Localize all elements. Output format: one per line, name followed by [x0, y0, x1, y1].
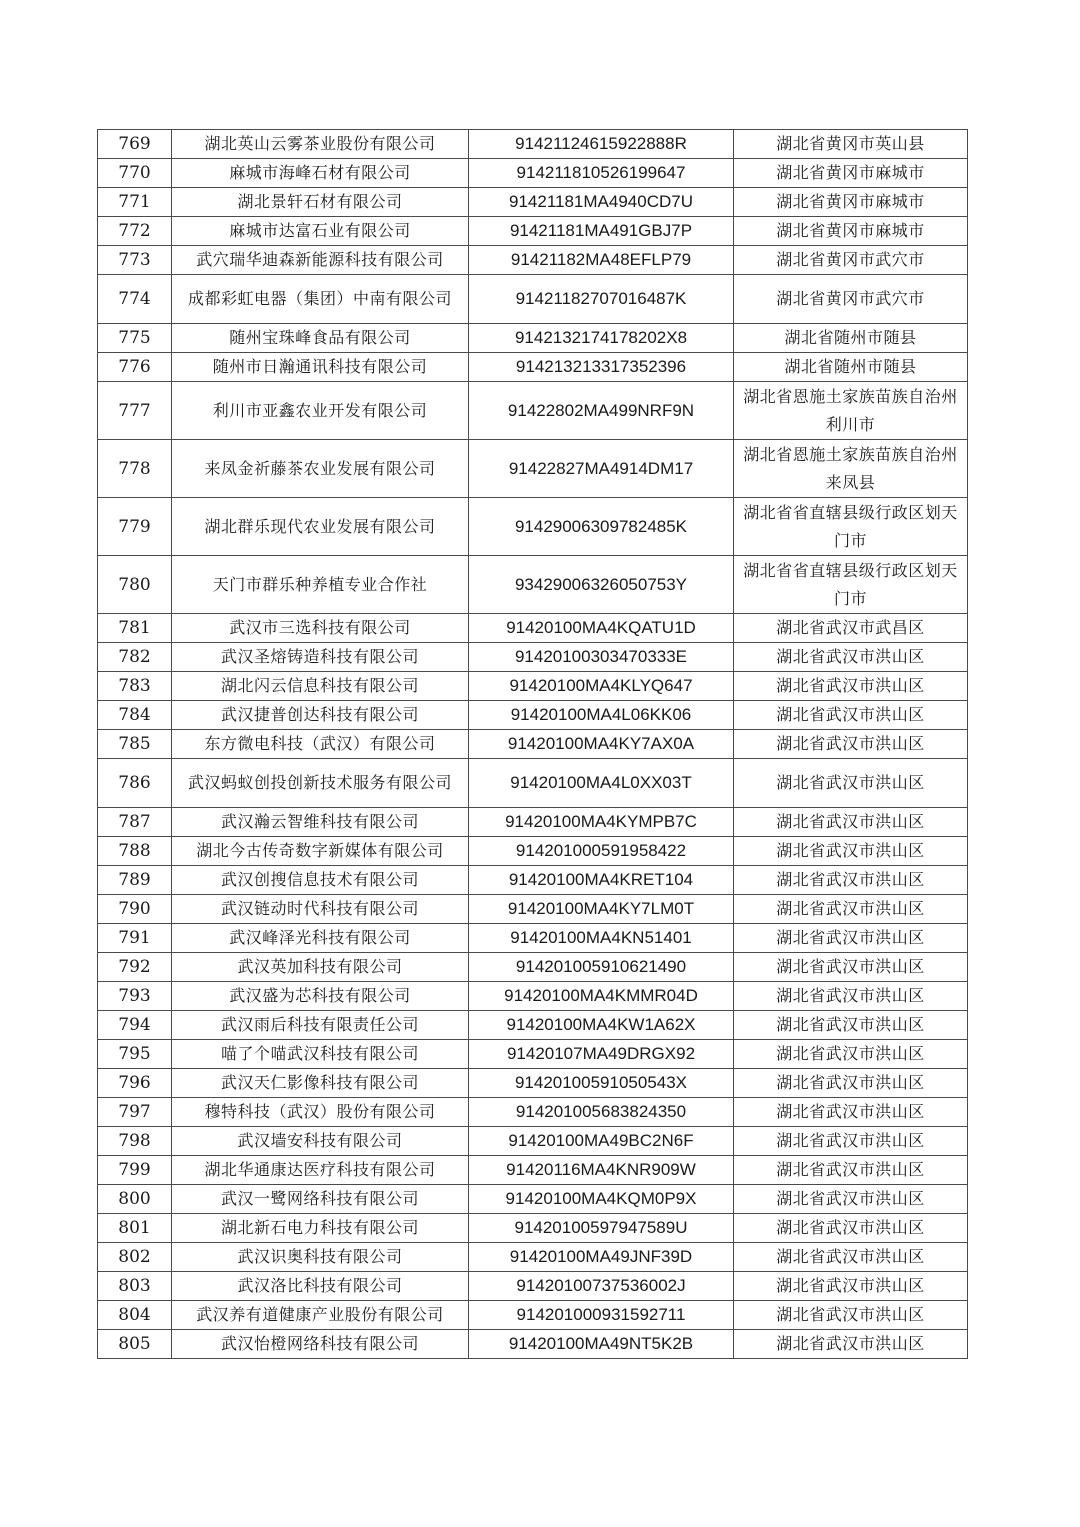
credit-code: 91420116MA4KNR909W	[469, 1156, 734, 1185]
table-row	[98, 701, 968, 730]
row-number: 770	[98, 159, 172, 188]
company-name: 武汉怡橙网络科技有限公司	[172, 1330, 469, 1359]
credit-code: 91420100737536002J	[469, 1272, 734, 1301]
row-number: 771	[98, 188, 172, 217]
row-number: 800	[98, 1185, 172, 1214]
credit-code: 91420100MA4KMMR04D	[469, 982, 734, 1011]
region: 湖北省武汉市洪山区	[734, 1330, 968, 1359]
table-row	[98, 1185, 968, 1214]
company-name: 武汉一鹭网络科技有限公司	[172, 1185, 469, 1214]
credit-code: 91421181MA491GBJ7P	[469, 217, 734, 246]
region: 湖北省随州市随县	[734, 324, 968, 353]
company-name: 武汉雨后科技有限责任公司	[172, 1011, 469, 1040]
row-number: 795	[98, 1040, 172, 1069]
region: 湖北省恩施土家族苗族自治州利川市	[734, 382, 968, 440]
credit-code: 91420100MA4KLYQ647	[469, 672, 734, 701]
table-row	[98, 498, 968, 556]
row-number: 805	[98, 1330, 172, 1359]
table-row	[98, 672, 968, 701]
row-number: 784	[98, 701, 172, 730]
company-name: 武汉墙安科技有限公司	[172, 1127, 469, 1156]
row-number: 788	[98, 837, 172, 866]
credit-code: 91420100597947589U	[469, 1214, 734, 1243]
row-number: 781	[98, 614, 172, 643]
company-name: 天门市群乐种养植专业合作社	[172, 556, 469, 614]
region: 湖北省武汉市洪山区	[734, 701, 968, 730]
credit-code: 914201005910621490	[469, 953, 734, 982]
credit-code: 91422827MA4914DM17	[469, 440, 734, 498]
row-number: 783	[98, 672, 172, 701]
credit-code: 91422802MA499NRF9N	[469, 382, 734, 440]
table-row	[98, 1272, 968, 1301]
company-name: 武汉市三选科技有限公司	[172, 614, 469, 643]
row-number: 779	[98, 498, 172, 556]
company-name: 利川市亚鑫农业开发有限公司	[172, 382, 469, 440]
company-name: 武穴瑞华迪森新能源科技有限公司	[172, 246, 469, 275]
region: 湖北省武汉市洪山区	[734, 866, 968, 895]
table-row	[98, 759, 968, 808]
row-number: 799	[98, 1156, 172, 1185]
row-number: 772	[98, 217, 172, 246]
company-name: 武汉养有道健康产业股份有限公司	[172, 1301, 469, 1330]
region: 湖北省武汉市洪山区	[734, 1098, 968, 1127]
credit-code: 91420100MA4KQM0P9X	[469, 1185, 734, 1214]
table-row	[98, 808, 968, 837]
company-name: 武汉捷普创达科技有限公司	[172, 701, 469, 730]
table-row	[98, 1127, 968, 1156]
row-number: 793	[98, 982, 172, 1011]
company-name: 武汉创搜信息技术有限公司	[172, 866, 469, 895]
credit-code: 91420100MA49BC2N6F	[469, 1127, 734, 1156]
table-row	[98, 246, 968, 275]
credit-code: 91420100MA49NT5K2B	[469, 1330, 734, 1359]
region: 湖北省武汉市洪山区	[734, 759, 968, 808]
region: 湖北省武汉市洪山区	[734, 672, 968, 701]
table-row	[98, 440, 968, 498]
company-name: 来凤金祈藤茶农业发展有限公司	[172, 440, 469, 498]
credit-code: 914201005683824350	[469, 1098, 734, 1127]
company-name: 湖北景轩石材有限公司	[172, 188, 469, 217]
row-number: 792	[98, 953, 172, 982]
company-name: 武汉英加科技有限公司	[172, 953, 469, 982]
credit-code: 91421182707016487K	[469, 275, 734, 324]
region: 湖北省武汉市洪山区	[734, 1185, 968, 1214]
table-row	[98, 982, 968, 1011]
region: 湖北省黄冈市武穴市	[734, 246, 968, 275]
table-row	[98, 159, 968, 188]
company-name: 东方微电科技（武汉）有限公司	[172, 730, 469, 759]
row-number: 777	[98, 382, 172, 440]
credit-code: 91429006309782485K	[469, 498, 734, 556]
credit-code: 91420100MA4L06KK06	[469, 701, 734, 730]
company-name: 武汉峰泽光科技有限公司	[172, 924, 469, 953]
table-row	[98, 324, 968, 353]
table-row	[98, 130, 968, 159]
credit-code: 914201000591958422	[469, 837, 734, 866]
row-number: 803	[98, 1272, 172, 1301]
table-row	[98, 1069, 968, 1098]
company-name: 武汉瀚云智维科技有限公司	[172, 808, 469, 837]
table-row	[98, 217, 968, 246]
table-row	[98, 1156, 968, 1185]
credit-code: 914201000931592711	[469, 1301, 734, 1330]
region: 湖北省武汉市洪山区	[734, 1011, 968, 1040]
region: 湖北省省直辖县级行政区划天门市	[734, 556, 968, 614]
table-row	[98, 866, 968, 895]
region: 湖北省武汉市洪山区	[734, 1272, 968, 1301]
company-name: 麻城市达富石业有限公司	[172, 217, 469, 246]
region: 湖北省武汉市洪山区	[734, 837, 968, 866]
row-number: 794	[98, 1011, 172, 1040]
region: 湖北省武汉市洪山区	[734, 982, 968, 1011]
row-number: 802	[98, 1243, 172, 1272]
company-name: 武汉圣熔铸造科技有限公司	[172, 643, 469, 672]
row-number: 774	[98, 275, 172, 324]
credit-code: 9142132174178202X8	[469, 324, 734, 353]
row-number: 769	[98, 130, 172, 159]
company-name: 喵了个喵武汉科技有限公司	[172, 1040, 469, 1069]
region: 湖北省武汉市洪山区	[734, 1301, 968, 1330]
table-row	[98, 382, 968, 440]
region: 湖北省随州市随县	[734, 353, 968, 382]
credit-code: 914211810526199647	[469, 159, 734, 188]
row-number: 786	[98, 759, 172, 808]
company-table	[97, 129, 968, 1359]
credit-code: 91420100MA4KY7LM0T	[469, 895, 734, 924]
credit-code: 91421181MA4940CD7U	[469, 188, 734, 217]
region: 湖北省黄冈市英山县	[734, 130, 968, 159]
table-row	[98, 1040, 968, 1069]
row-number: 785	[98, 730, 172, 759]
credit-code: 91421182MA48EFLP79	[469, 246, 734, 275]
row-number: 775	[98, 324, 172, 353]
region: 湖北省武汉市洪山区	[734, 643, 968, 672]
company-name: 湖北闪云信息科技有限公司	[172, 672, 469, 701]
company-name: 穆特科技（武汉）股份有限公司	[172, 1098, 469, 1127]
table-row	[98, 730, 968, 759]
credit-code: 91420100MA4KRET104	[469, 866, 734, 895]
company-name: 随州市日瀚通讯科技有限公司	[172, 353, 469, 382]
region: 湖北省武汉市洪山区	[734, 924, 968, 953]
row-number: 801	[98, 1214, 172, 1243]
credit-code: 91420100MA4KW1A62X	[469, 1011, 734, 1040]
credit-code: 914213213317352396	[469, 353, 734, 382]
table-row	[98, 1243, 968, 1272]
company-name: 武汉盛为芯科技有限公司	[172, 982, 469, 1011]
region: 湖北省武汉市洪山区	[734, 1040, 968, 1069]
region: 湖北省武汉市洪山区	[734, 808, 968, 837]
region: 湖北省武汉市洪山区	[734, 1127, 968, 1156]
company-name: 湖北今古传奇数字新媒体有限公司	[172, 837, 469, 866]
company-name: 武汉蚂蚁创投创新技术服务有限公司	[172, 759, 469, 808]
region: 湖北省黄冈市麻城市	[734, 217, 968, 246]
region: 湖北省武汉市洪山区	[734, 1156, 968, 1185]
row-number: 780	[98, 556, 172, 614]
table-row	[98, 1330, 968, 1359]
credit-code: 91420100303470333E	[469, 643, 734, 672]
region: 湖北省省直辖县级行政区划天门市	[734, 498, 968, 556]
credit-code: 91420100MA49JNF39D	[469, 1243, 734, 1272]
region: 湖北省恩施土家族苗族自治州来凤县	[734, 440, 968, 498]
company-name: 成都彩虹电器（集团）中南有限公司	[172, 275, 469, 324]
row-number: 789	[98, 866, 172, 895]
region: 湖北省武汉市洪山区	[734, 895, 968, 924]
credit-code: 93429006326050753Y	[469, 556, 734, 614]
table-row	[98, 1214, 968, 1243]
region: 湖北省武汉市洪山区	[734, 1243, 968, 1272]
table-row	[98, 614, 968, 643]
row-number: 797	[98, 1098, 172, 1127]
region: 湖北省武汉市洪山区	[734, 1214, 968, 1243]
company-name: 湖北英山云雾茶业股份有限公司	[172, 130, 469, 159]
table-row	[98, 924, 968, 953]
row-number: 778	[98, 440, 172, 498]
credit-code: 91421124615922888R	[469, 130, 734, 159]
row-number: 787	[98, 808, 172, 837]
company-name: 武汉链动时代科技有限公司	[172, 895, 469, 924]
region: 湖北省武汉市武昌区	[734, 614, 968, 643]
row-number: 782	[98, 643, 172, 672]
table-row	[98, 275, 968, 324]
row-number: 790	[98, 895, 172, 924]
table-row	[98, 953, 968, 982]
row-number: 796	[98, 1069, 172, 1098]
company-name: 武汉识奥科技有限公司	[172, 1243, 469, 1272]
credit-code: 91420107MA49DRGX92	[469, 1040, 734, 1069]
company-name: 武汉洛比科技有限公司	[172, 1272, 469, 1301]
row-number: 776	[98, 353, 172, 382]
table-row	[98, 1301, 968, 1330]
table-row	[98, 1011, 968, 1040]
table-row	[98, 1098, 968, 1127]
region: 湖北省黄冈市麻城市	[734, 188, 968, 217]
table-row	[98, 556, 968, 614]
credit-code: 91420100MA4KYMPB7C	[469, 808, 734, 837]
company-name: 随州宝珠峰食品有限公司	[172, 324, 469, 353]
company-name: 麻城市海峰石材有限公司	[172, 159, 469, 188]
table-row	[98, 353, 968, 382]
row-number: 804	[98, 1301, 172, 1330]
table-row	[98, 188, 968, 217]
region: 湖北省黄冈市麻城市	[734, 159, 968, 188]
company-name: 武汉天仁影像科技有限公司	[172, 1069, 469, 1098]
region: 湖北省武汉市洪山区	[734, 953, 968, 982]
table-row	[98, 837, 968, 866]
table-row	[98, 895, 968, 924]
region: 湖北省武汉市洪山区	[734, 730, 968, 759]
company-name: 湖北华通康达医疗科技有限公司	[172, 1156, 469, 1185]
credit-code: 91420100MA4KY7AX0A	[469, 730, 734, 759]
company-name: 湖北群乐现代农业发展有限公司	[172, 498, 469, 556]
row-number: 791	[98, 924, 172, 953]
region: 湖北省武汉市洪山区	[734, 1069, 968, 1098]
company-table-body	[98, 130, 968, 1359]
credit-code: 91420100591050543X	[469, 1069, 734, 1098]
company-name: 湖北新石电力科技有限公司	[172, 1214, 469, 1243]
credit-code: 91420100MA4L0XX03T	[469, 759, 734, 808]
region: 湖北省黄冈市武穴市	[734, 275, 968, 324]
credit-code: 91420100MA4KN51401	[469, 924, 734, 953]
table-row	[98, 643, 968, 672]
credit-code: 91420100MA4KQATU1D	[469, 614, 734, 643]
row-number: 798	[98, 1127, 172, 1156]
row-number: 773	[98, 246, 172, 275]
